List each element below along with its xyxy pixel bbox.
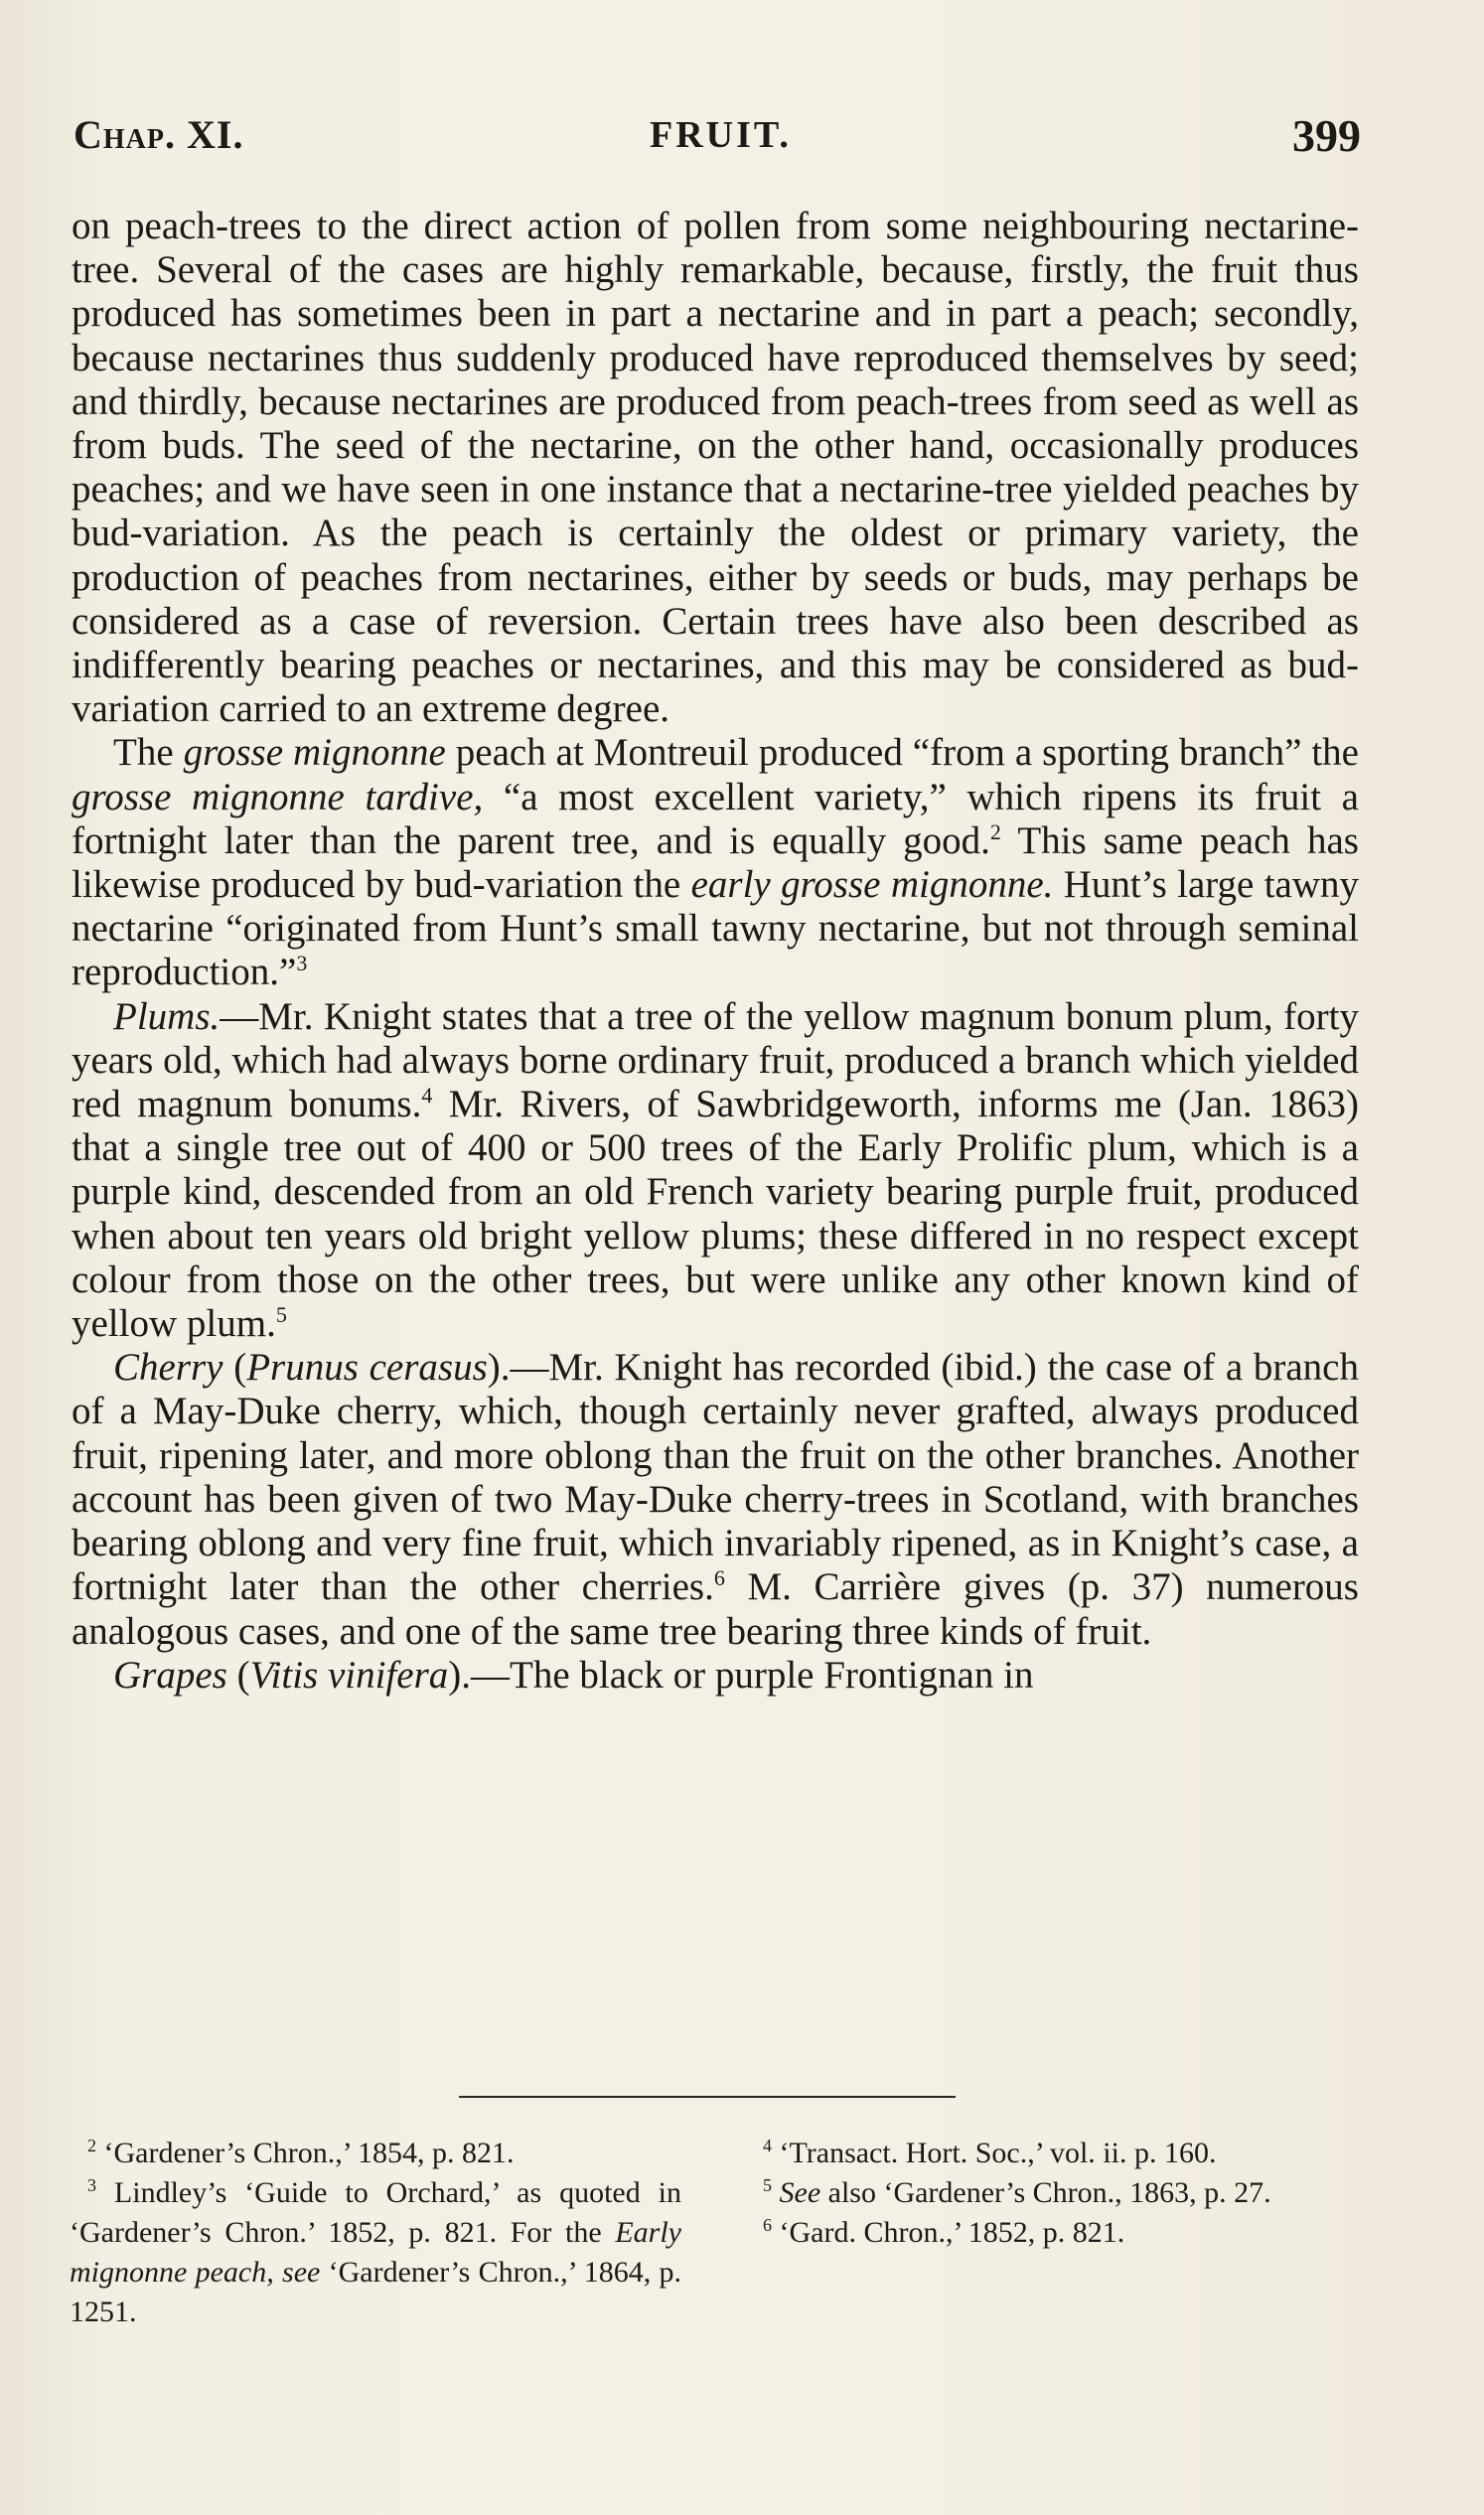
footnote-2: $^2$ ‘Gardener’s Chron.,’ 1854, p. 821. — [87, 2136, 515, 2169]
footnote-divider — [459, 2096, 956, 2098]
footnote-ref-5: 5 — [275, 1302, 287, 1328]
footnote-ref-2: 2 — [989, 818, 1001, 844]
paragraph-grosse-mignonne: The grosse mignonne peach at Montreuil produced “from a sporting branch” the grosse mignonne tardive, “a most excellent variety,” which ripens its fruit a fortnight later than the parent tree, and is equally good.$^2$ This same peach has likewise produced by bud-variation the early grosse mignonne. Hunt’s large tawny nectarine “originated from Hunt’s small tawny nectarine, but not through seminal reproduction.”$^3$ — [72, 731, 1360, 994]
running-header — [74, 99, 1361, 159]
footnote-ref-4: 4 — [421, 1083, 433, 1109]
footnote-4: $^4$ ‘Transact. Hort. Soc.,’ vol. ii. p. 160. — [763, 2136, 1217, 2169]
page-number: 399 — [1292, 110, 1361, 161]
footnotes-left-column — [70, 2134, 681, 2332]
footnote-5: $^5$ See also ‘Gardener’s Chron., 1863, p. 27. — [763, 2175, 1271, 2209]
paragraph-peach-continued: on peach-trees to the direct action of pollen from some neighbouring nectarine-tree. Several of the cases are highly remarkable, because, firstly, the fruit thus produced has sometimes been in part a nectarine and in part a peach; secondly, because nectarines thus suddenly produced have reproduced themselves by seed; and thirdly, because nectarines are produced from peach-trees from seed as well as from buds. The seed of the nectarine, on the other hand, occasionally produces peaches; and we have seen in one instance that a nectarine-tree yielded peaches by bud-variation. As the peach is certainly the oldest or primary variety, the production of peaches from nectarines, either by seeds or buds, may perhaps be considered as a case of reversion. Certain trees have also been described as indifferently bearing peaches or nectarines, and this may be considered as bud-variation carried to an extreme degree. — [72, 205, 1359, 731]
footnotes-right-column — [745, 2134, 1361, 2253]
paragraph-plums: Plums.—Mr. Knight states that a tree of the yellow magnum bonum plum, forty years old, which had always borne ordinary fruit, produced a branch which yielded red magnum bonums.$^4$ Mr. Rivers, of Sawbridgeworth, informs me (Jan. 1863) that a single tree out of 400 or 500 trees of the Early Prolific plum, which is a purple kind, descended from an old French variety bearing purple fruit, produced when about ten years old bright yellow plums; these differed in no respect except colour from those on the other trees, but were unlike any other known kind of yellow plum.$^5$ — [72, 994, 1359, 1346]
footnote-ref-6: 6 — [713, 1565, 725, 1591]
paragraph-cherry: Cherry (Prunus cerasus).—Mr. Knight has recorded (ibid.) the case of a branch of a May-Duke cherry, which, though certainly never grafted, always produced fruit, ripening later, and more oblong than the fruit on the other branches. Another account has been given of two May-Duke cherry-trees in Scotland, with branches bearing oblong and very fine fruit, which invariably ripened, as in Knight’s case, a fortnight later than the other cherries.$^6$ M. Carrière gives (p. 37) numerous analogous cases, and one of the same tree bearing three kinds of fruit. — [72, 1346, 1359, 1653]
footnote-6: $^6$ ‘Gard. Chron.,’ 1852, p. 821. — [763, 2215, 1125, 2249]
main-text — [72, 205, 1359, 1698]
chapter-label: Chap. XI. — [74, 112, 244, 157]
footnote-ref-3: 3 — [296, 951, 308, 976]
footnote-3: $^3$ Lindley’s ‘Guide to Orchard,’ as quoted in ‘Gardener’s Chron.’ 1852, p. 821. For the Early mignonne peach, see ‘Gardener’s Chron.,’ 1864, p. 1251. — [70, 2175, 682, 2328]
paragraph-grapes: Grapes (Vitis vinifera).—The black or purple Frontignan in — [113, 1653, 1034, 1697]
running-title: FRUIT. — [650, 114, 792, 156]
